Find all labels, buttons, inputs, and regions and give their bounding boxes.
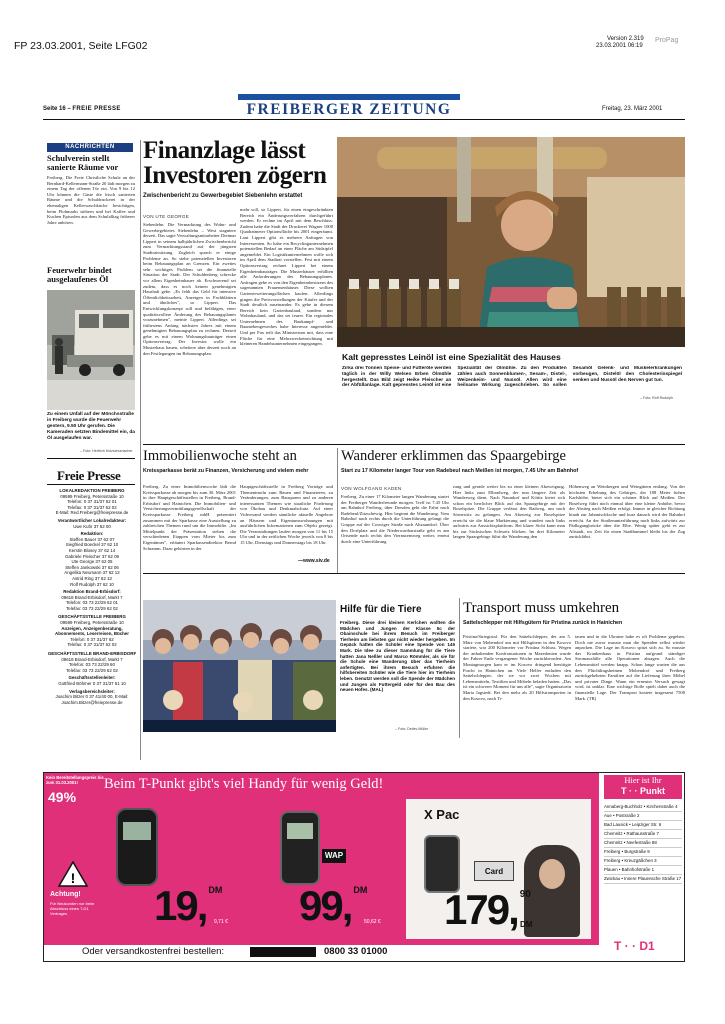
redakt-line: Siegfried Boeckel 37 62 10 — [65, 542, 119, 548]
ad-location: Aue • Postsraße 2 — [604, 812, 682, 821]
masthead-rule — [43, 119, 685, 120]
transport-subline: Sattelschlepper mit Hilfsgütern für Pristina zurück in Hainichen — [463, 620, 623, 626]
oil-caption-text: Zirka drei Tonnen Speise- und Futteröle werden täglich in der Willy Welsen Erben Ölmühle hergestellt. Das Bild zeigt Heike Fleischer an der Abfüllanlage. Kalt gepresstes Leinöl ist eine Spezialität der Ölmühle. Zu den Produkten zählen auch Sonnenblumen-, Sesam-, Distel-, Weizenkeim- und Nussöl. Allen wird eine heilsame Wirkung zugeschrieben. So sollen Sesamöl Gelenk- und Muskelerkrankungen vorbeugen, Distelöl den Cholesterinspiegel senken und Nussöl den Nerven gut tun. — [342, 366, 682, 389]
section-rule-2 — [143, 573, 685, 574]
ad-stripe: Kein Bereitstellungspreis bis zum 31.03.2001! — [46, 775, 104, 785]
ad-percent: 49% — [48, 789, 77, 805]
redakt-line: Astrid Ring 37 62 13 — [72, 575, 112, 581]
verantw-title: Verantwortlicher Lokalredakteur: — [57, 517, 127, 523]
transport-column-1: Pristina/Striegistal. Für den Sattelschlepper, der am 5. März von Mobendorf aus mit Hilfsgütern in den Kosovo startete, war 200 Kilometer vor Pristina Schluss. Wegen der anhaltenden Konfrontationen in Mazedonien wurde der Fahrer Ende vergangener Woche zurückbeordert. Am Montagmorgen kam er im Kosovo dringend benötigte Fracht in Hainichen an. Viele Helfer entluden den Sattelschlepper, der sie vor zwei Wochen mit Lebensmitteln, Textilien und Möbeln beladen hatten. „Das ist ein schwerer Moment für uns alle", sagte Organisatorin Maria Jagstedt. Bei den mehr als 20 Hilfstransporten in den Kosovo, nach Ti- — [463, 634, 571, 701]
redakt-line: Steffen Jankowski 37 62 06 — [65, 564, 119, 570]
warning-triangle-icon — [58, 861, 88, 887]
lead-headline — [143, 138, 343, 188]
price-3-main: 179, — [444, 886, 518, 933]
lokal-line: Telefon: 0 37 31/37 62 01 — [67, 499, 117, 505]
ad-here-box — [604, 775, 682, 799]
immo-signature: —www.siv.de — [298, 558, 330, 564]
spaar-column-2: rung und gerade weiter bis zu einer kleinen Abzweigung. Hier links zum Elbradweg, der nun längere Zeit als Wanderweg dient. Nach Naundorf und Kötitz bietet sich schon ein herrlicher Blick auf das Spaargebirge mit der Boselspitze. Die Gruppe verlässt den Radweg, um nach Sörnewitz zu gelangen. Am Abzweig zur Boselspitze erreicht sie die blaue Markierung und wandert nach links aufwärts zur Aussichtsplattform. Bei klarer Sicht kann man bis zur Sächsischen Schweiz blicken. Im drei Kilometer langen Spaargebirge führt die Wanderung den — [453, 484, 565, 540]
price-3-dm: DM — [520, 920, 533, 929]
hilfe-credit: – Foto: Detlev Müller — [395, 727, 429, 731]
ad-order-phone: 0800 33 01000 — [324, 946, 388, 957]
tpunkt-logo: T · · Punkt — [621, 786, 665, 796]
page-number: Seite 16 – FREIE PRESSE — [43, 106, 121, 112]
ad-here: Hier ist Ihr — [624, 775, 662, 785]
spaar-byline: VON WOLFGANG KADEN — [341, 486, 402, 491]
lead-column-2: mehr soll, so Lippert, für einen eingeschränkten Bereich ein Änderungsverfahren durchgeführt werden. Er rechne im April mit dem Beschluss. Zudem habe die Stadt der Druckerei Wagner 1000 Quadratmeter Optionsfläche bis 2001 eingeräumt. Laut Lippert gibt es mehrere Anfragen von Interessenten. So habe ein Recyclingunternehmen potenziellen Bedarf an einer Fläche am Südzipfel angemeldet. Ein Logistikunternehmen wolle sich im April dem Stadtrat vorstellen. Fest mit einem Optionsvertrag rechnet Lippert bei einem Eigenheimbauträger. Die Musterhäuser erfüllten alle Anforderungen des Bebauungsplanes. Anfragen gebe es von den Eigenheimbesitzern des sogenannten Frauensenhäuser. Diese wollten Gartenerweiterungsflächen kaufen. Allerdings gingen die Preisvorstellungen der Käufer und der Stadt deutlich auseinander. Es gebe in diesem Bereich kein Gartenbauland, sondern nur Wohnbauland, und das sei teurer. Ein regionales Unternehmen des Baukampf- und Baumebengewerbes habe Interesse angemeldet. Und per Fax teilt das Ministerium mit, dass eine Fläche für eine Mehrzweckeinrichtung mit kleineren Handelsunternehmen eingegangen. — [240, 207, 333, 347]
ad-location: Freiberg • Kreuzgäßchen 3 — [604, 857, 682, 866]
masthead-title: FREIBERGER ZEITUNG — [246, 101, 452, 118]
immo-column-1: Freiberg. Zu einer Immobilienwoche lädt die Kreissparkasse ab morgen bis zum 30. März 2001 in ihre Hauptgeschäftsstellen in Freiberg, Brand-Erbisdorf und Hainichen. Die Immobilien- und Versicherungsvermittlungsgesellschaft der Kreissparkasse Freiberg mbH präsentiert zusammen mit der Sparkasse eine Ausstellung zu zahlreichen Themen rund um die Immobilie. „Im Mittelpunkt der Präsentation stehen die verschiedenen Etappen vom Mieter bis zum Eigentümer", erläutert Sparkassendirektor Bernd Schramm. Dazu gehörten in der — [143, 484, 236, 551]
card-badge: Card — [474, 861, 514, 881]
brief2-title: Feuerwehr bindet ausgelaufenes Öl — [47, 265, 112, 284]
spaar-column-3: Höhenweg an Weinbergen und Weingütern entlang. Von der höchsten Erhebung des Gebirges, der 188 Meter hohen Karlshöhe, bietet sich ein schöner Blick auf Meißen. Der Boselweg führt noch einmal über eine kleine Anhöhe, bevor der Abstieg nach Meißen erfolgt. Immer in gleicher Richtung hinab zur Jahnnischksche und kurz danach wird der Bahnhof erreicht. An der Straßenunterführung nach links aufwärts zur Pädlogangbrücke über die Elbe. Wenig später geht es zur Altstadt, wo Zeit für einen Stadtbummel bleibt bis der Zug zurückfährt. — [569, 484, 685, 540]
ad-location: Bad Lausick • Leipziger Str. 6 — [604, 821, 682, 830]
gesch-line: Abonnements, Leserreisen, Bücher — [55, 631, 129, 637]
spaar-subline: Start zu 17 Kilometer langer Tour von Radebeul nach Meißen ist morgen, 7.45 Uhr am Bahnhof — [341, 468, 579, 474]
price-2-euro: 50,62 € — [364, 919, 381, 925]
redakt-line: Angelika Neumann 37 62 12 — [64, 570, 120, 576]
gesch2-line: Telefon: 03 73 22/29 60 — [69, 662, 115, 668]
ad-achtung-text: Für Neukunden nur beim Abschluss eines T-D1 Vertrages — [50, 901, 95, 916]
lead-headline-line: Investoren zögern — [143, 162, 327, 189]
immo-column-2: Hauptgeschäftsstelle in Freiberg Vorträge und Themeninseln zum Bauen und Finanzieren, zu Veränderungen, zum Bausparen und zu anderen interessanten Themen wie staatliche Förderung von Ökobau und Denkmalschutz. Auf einer Videowand werden sämtliche aktuelle Angebote an Häusern und Eigentumswohnungen mit ausführlichen Informationen zum Objekt gezeigt. Die Veranstaltungen laufen morgen von 11 bis 15 Uhr und in der zeitlichen Woche jeweils von 8 bis 15 Uhr, Dienstags und Donnerstags bis 18 Uhr. — [240, 484, 333, 545]
immo-subline: Kreissparkasse berät zu Finanzen, Versicherung und vielem mehr — [143, 468, 309, 474]
gesch-line: 09599 Freiberg, Petersstraße 10 — [60, 620, 124, 626]
lokal-line: 09599 Freiberg, Petersstraße 10 — [60, 493, 124, 499]
price-2 — [299, 882, 368, 929]
brief2-caption: Zu einem Unfall auf der Mönchsstraße in Freiberg wurde die Feuerwehr gestern, 9.50 Uhr gerufen. Die Kameraden setzten Bindemittel ein, da Öl ausgelaufen war. — [47, 412, 135, 441]
news-box-header: NACHRICHTEN — [47, 143, 133, 152]
sidebar-rule — [47, 458, 135, 459]
brief1-title: Schulverein stellt sanierte Räume vor — [47, 153, 119, 172]
verlag-title: Verlagsbereichsleiter: — [69, 688, 115, 694]
brief1-text: Freiberg. Die Freie Christliche Schule an der Bernhard-Kellermann-Straße 20 lädt morgen zu einem Tag der offenen Tür ein. Von 9 bis 12 Uhr können die Gäste die frisch sanierten Räume und die Schuldruckerei in der ehemaligen Kellerwaschküche besichtigen, beim Flohmarkt stöbern und bei Kaffee und Kuchen Episoden aus dem Schulalltag früherer Jahre anhören. — [47, 175, 135, 225]
ad-achtung: Achtung! — [50, 891, 81, 898]
lokal-line: Telefax: 0 37 31/37 62 02 — [67, 504, 117, 510]
oil-credit: – Foto: Rolf Rudolph — [640, 396, 673, 400]
column-divider — [337, 448, 338, 573]
fax-header: FP 23.03.2001, Seite LFG02 — [14, 40, 148, 52]
verlag-line: Joachim Bitzer 0 37 41/40 00, E-Mail: — [55, 694, 129, 700]
hilfe-headline: Hilfe für die Tiere — [340, 604, 422, 615]
oil-mill-photo — [337, 137, 685, 347]
redakt-line: Steffen Bauer 37 62 07 — [69, 536, 115, 542]
gesch-line: Telefax: 0 37 31/37 62 02 — [67, 642, 117, 648]
phone-2-icon — [280, 811, 320, 885]
fire-brigade-photo — [47, 290, 135, 410]
gesch-line: Anzeigen, Anzeigenberatung, — [61, 625, 123, 631]
td1-logo: T · · D1 — [614, 939, 655, 953]
lead-subline: Zwischenbericht zu Gewerbegebiet Siebenlehn erstattet — [143, 193, 303, 199]
fp-logo-rule — [47, 484, 135, 485]
brief2-credit: – Foto: Hertrich Holzschumacher — [80, 449, 133, 453]
ad-locations — [604, 803, 682, 884]
gesch2-line: Telefax: 03 73 22/29 62 02 — [66, 667, 118, 673]
brand-line: Telefax: 03 73 22/29 62 02 — [66, 605, 118, 611]
version-date: 23.03.2001 06:19 — [596, 43, 643, 49]
xpac-label: X Pac — [424, 807, 460, 822]
wap-badge: WAP — [322, 849, 346, 863]
gesch2-title: GESCHÄFTSSTELLE BRAND-ERBISDORF — [47, 651, 137, 657]
lead-headline-line: Finanzlage lässt — [143, 137, 306, 164]
masthead-bar — [238, 94, 460, 100]
ad-location: Freiberg • Burgstraße 9 — [604, 848, 682, 857]
price-3 — [444, 886, 531, 933]
immo-headline: Immobilienwoche steht an — [143, 448, 297, 464]
oil-caption-title: Kalt gepresstes Leinöl ist eine Spezialität des Hauses — [342, 352, 561, 362]
brand-title: Redaktion Brand-Erbisdorf: — [63, 589, 121, 595]
ad-location: Chemnitz • Neefestraße 88 — [604, 839, 682, 848]
redakt-line: Ute George 37 62 05 — [71, 559, 113, 565]
version-label: Version 2.319 — [607, 36, 644, 42]
redakt-line: Gabriele Fleischer 37 62 09 — [65, 553, 119, 559]
column-divider-2 — [459, 598, 460, 738]
ad-location: Chemnitz • Rathausstraße 7 — [604, 830, 682, 839]
spaar-column-1: Freiberg. Zu einer 17 Kilometer langen Wanderung startet der Freiberger Wanderfreunde morgen. Treff ist 7.45 Uhr am Bahnhof Freiberg, über Dresden geht die Fahrt nach Radebeul/Zitzschewig. Hier beginnt die Wanderung. Vom Bahnhof nach rechts durch die Unterführung gelangt die Gruppe auf der Coswiger Straße nach Altzaundorf. Über den Dorfplatz und die Niederwartharstraße geht es am Ortsende nach rechts den Viernutensweg weiter, erneut durch eine Unterführung — [341, 494, 449, 544]
redakt-line: Rolf Rudolph 37 62 10 — [70, 581, 114, 587]
lead-column-1: Siebenlehn. Die Vermarktung des Wohn- und Gewerbegebietes Siebenlehn – West stagniere derzeit. Das sagte Verwaltungsmitarbeiter Dietmar Lippert in seinem halbjährlichen Zwischenbericht zum Vermarktungsstand auf der jüngsten Stadtratssitzung. Zugleich sprach er einige Probleme an. So stehe potenziellen Investoren beim Bebauungsplan an Grenzen. Ein zweites sehr wichtiges Problem sei die finanzielle Situation der Stadt. Der Schuldenberg schrecke vor allem Eigenheimbauer ab. Erschwerend sei zudem, dass es noch keinen genehmigten Haushalt gebe. „Es fehlt das Geld für intensive Öffentlichkeitsarbeit, Anzeigen in Fachblättern und ähnliches", so Lippert. Das Entwicklungskonzept soll und befähigen, einer qualitätsvollere Änderung des Bebauungsplanes vorzunehmen", meinte Lippert. Allerdings sei frühestens Anfang nächsten Jahres mit einem genehmigten Bebauungsplan zu rechnen. Derzeit gebe es mit einem Wohnungsbauträger einen Optionsvertrag. Der Investor wolle ein Musterhaus bauen, scheitere aber derzeit noch an den Festlegungen im Bebauungsplan. — [143, 222, 236, 356]
ad-location: Annaberg-Buchholz • Kirchenstraße 4 — [604, 803, 682, 812]
price-1-unit: DM — [208, 885, 223, 895]
transport-column-2: tauen und in die Ukraine habe es oft Probleme gegeben. Doch nie zuvor musste man die Spenden selbst wieder anpacken. Die Lage im Kosovo spitzt sich zu. So musste das Krankenhaus in Pristina aufgrund ständiger Stromausfälle alle Operationen absagen. Auch die Lebensmittel werden knapp. Schon lange warten die aus den Flüchtlingsheimen Mobendorf und Freiberg zurückgekehrten Familien auf die Lieferung ihrer Möbel und privater Dinge. Wann ein erneuter Versuch gewagt wird, ist unklar. Eine wichtige Rolle spielt dabei auch die finanzielle Lage. Der Transport kostete insgesamt 7500 Mark. (TR) — [575, 634, 685, 701]
fp-logo: Freie Presse — [57, 468, 121, 483]
section-rule — [143, 444, 685, 445]
price-1-euro: 9,71 € — [214, 919, 228, 925]
price-2-unit: DM — [353, 885, 368, 895]
verantw-name: Uwe Kuhr 37 62 00 — [73, 523, 111, 529]
hilfe-text: Freiberg. Diese drei kleinen Kerlchen wollten die Mädchen und Jungen der Klasse 5c der Obainschule bei ihrem Besuch im Freiberger Tierheim am liebsten gar nicht wieder hergeben. Im Gepäck hatten die Schüler eine Spende von 145 Mark. Die Idee zu dieser Sammlung für die Tiere hatten Jana Neßler und Marco Römmler, als sie für die Schule eine Wanderung über das Tierheim anfertigten. Bei ihrem Besuch erfuhren die hilfsbereiten Schüler wie die Tiere hier im Tierheim leben. Genutzt werden soll die Spende der Mädchen und Jungen als Futtergeld oder für den Bau des neuen Hofes. (MAL) — [340, 620, 455, 693]
phone-3-icon — [424, 835, 460, 893]
price-1-main: 19, — [154, 882, 207, 929]
ad-headline: Beim T-Punkt gibt's viel Handy für wenig Geld! — [104, 776, 384, 792]
gesch2-line: 09618 Brand-Erbisdorf, Markt 7 — [61, 656, 123, 662]
redakt-title: Redaktion: — [80, 531, 104, 537]
propag-label: ProPag — [655, 37, 679, 44]
brand-line: 09618 Brand-Erbisdorf, Markt 7 — [61, 594, 123, 600]
masthead-date: Freitag, 23. März 2001 — [602, 106, 663, 112]
gesch-line: Telefon: 0 37 31/37 62 — [70, 636, 114, 642]
ad-order-text: Oder versandkostenfrei bestellen: — [82, 946, 225, 957]
lokal-line: E-Mail: Red.Freiberg@freiepresse.de — [55, 510, 129, 516]
lokal-title: LOKALREDAKTION FREIBERG — [59, 488, 125, 493]
transport-headline: Transport muss umkehren — [463, 600, 620, 616]
order-phone-bar — [250, 947, 316, 957]
svg-text:!: ! — [70, 870, 76, 886]
redakt-line: Kerstin Blosey 37 62 14 — [68, 547, 116, 553]
ad-location: Zwickau • Innere Plauensche Straße 17 — [604, 875, 682, 884]
gesch-title: GESCHÄFTSSTELLE FREIBERG — [58, 614, 126, 620]
ad-location: Plauen • Bahnhofstraße 1 — [604, 866, 682, 875]
spaar-headline: Wanderer erklimmen das Spaargebirge — [341, 448, 566, 464]
ad-frame — [43, 772, 685, 962]
verlag-line: Joachim.Bitzer@freiepresse.de — [61, 699, 123, 705]
sidebar-divider — [140, 140, 141, 760]
price-1 — [154, 882, 223, 929]
leiter-name: Gottfried Böhmer 0 37 31/37 61 10 — [58, 681, 126, 686]
phone-1-icon — [116, 808, 158, 886]
contact-block — [47, 488, 137, 705]
brand-line: Telefon: 03 73 22/29 62 01 — [66, 600, 118, 606]
price-3-unit: 90 — [519, 889, 531, 900]
price-2-main: 99, — [299, 882, 352, 929]
lead-byline: VON UTE GEORGE — [143, 214, 190, 219]
animal-shelter-photo — [143, 600, 336, 732]
leiter-title: Geschäftsstellenleiter: — [68, 675, 116, 681]
